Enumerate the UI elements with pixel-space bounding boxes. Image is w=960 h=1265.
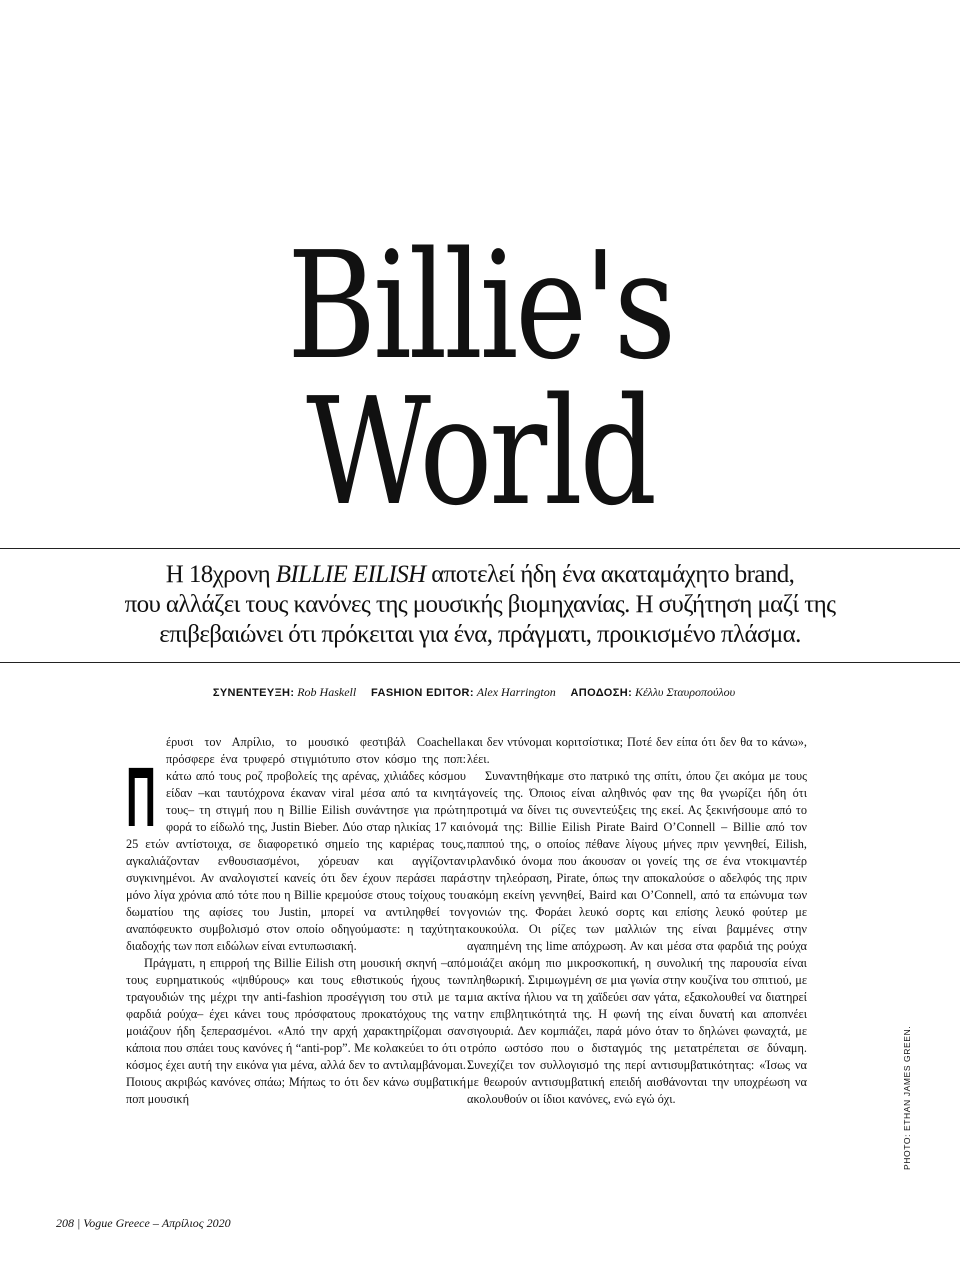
credit-interview-label: ΣΥΝΕΝΤΕΥΞΗ: — [212, 687, 295, 699]
paragraph-3: Συναντηθήκαμε στο πατρικό της σπίτι, όπου ζει ακόμα με τους γονείς της. Όποιος είναι αληθινός φαν της θα γνωρίζει ήδη ότι προτιμά να δίνει τις συνεντεύξεις της εκεί. Ας ξεκινήσουμε από το όνομά της: Billie Eilish Pirate Baird O’Connell – Billie από τον παππού της, ο οποίος πέθανε λίγους μήνες πριν γεννηθεί, Eilish, ιρλανδικό όνομα που άκουσαν οι γονείς της σε ένα ντοκιμαντέρ στην τηλεόραση, Pirate, όπως την αποκαλούσε ο αδελφός της πριν ακόμη εκείνη γεννηθεί, Baird και O’Connell, από τα επώνυμα των γονιών της. Φοράει λευκό σορτς και επίσης λευκό φούτερ με κουκούλα. Οι ρίζες των μαλλιών της είναι βαμμένες στην αγαπημένη της lime απόχρωση. Αν και μέσα στα φαρδιά της ρούχα μοιάζει ακόμη πιο μικροσκοπική, η συνολική της παρουσία είναι πληθωρική. Σιριμωγμένη σε μια γωνία στην κουζίνα του σπιτιού, με μια ακτίνα ήλιου να τη χαϊδεύει σαν γάτα, εξακολουθεί να διατηρεί την επιβλητικότητά της. Η φωνή της είναι δυνατή και αποπνέει σιγουριά. Δεν κομπιάζει, παρά μόνο όταν το δηλώνει φωναχτά, με τρόπο ωστόσο που ο δισταγμός της μετατρέπεται σε δύναμη. Συνεχίζει τον συλλογισμό της περί αντισυμβατικότητας: «Ίσως να με θεωρούν αντισυμβατική επειδή αισθάνονται την υποχρέωση να ακολουθούν οι ίδιοι κανόνες, ενώ εγώ όχι. — [467, 769, 807, 1106]
paragraph-1: έρυσι τον Απρίλιο, το μουσικό φεστιβάλ Coachella πρόσφερε ένα τρυφερό στιγμιότυπο στον κόσμο της ποπ: κάτω από τους ροζ προβολείς της αρένας, χιλιάδες κόσμου είδαν –και ταυτόχρονα έκαναν viral μέσα από τα κινητά τους– τη στιγμή που η Billie Eilish συνάντησε για πρώτη φορά το είδωλό της, Justin Bieber. Δύο σταρ ηλικίας 17 και 25 ετών αντίστοιχα, σε διαφορετικό σημείο της καριέρας τους, αγκαλιάζονταν ενθουσιασμένοι, χόρευαν και αγγίζονταν συγκινημένοι. Αν αναλογιστεί κανείς ότι δεν έχουν περάσει παρά μόνο λίγα χρόνια από τότε που η Billie κρεμούσε στους τοίχους του δωματίου της αφίσες του Justin, μπορεί να αντιληφθεί τον αναπόφευκτο συμβολισμό στον οποίο οδηγούμαστε: η ταχύτητα διαδοχής των ποπ ειδώλων είναι εντυπωσιακή. — [126, 735, 466, 953]
paragraph-2-continued: και δεν ντύνομαι κοριτσίστικα; Ποτέ δεν είπα ότι δεν θα το κάνω», λέει. — [467, 735, 807, 766]
credit-translation-label: ΑΠΟΔΟΣΗ: — [570, 687, 633, 699]
paragraph-2: Πράγματι, η επιρροή της Billie Eilish στη μουσική σκηνή –από τους ευρηματικούς «ψιθύρους» και τους εθιστικούς ήχους των τραγουδιών της μέχρι την anti-fashion προσέγγιση του στιλ με τα φαρδιά ρούχα– έχει κάνει τους πρόσφατους προκατόχους της να μοιάζουν ήδη ξεπερασμένοι. «Από την αρχή χαρακτηρίζομαι σαν κάποια που σπάει τους κανόνες ή “anti-pop”. Με κολακεύει το ότι ο κόσμος έχει αυτή την εικόνα για μένα, αλλά δεν το αντιλαμβάνομαι. Ποιους ακριβώς κανόνες σπάω; Μήπως το ότι δεν κάνω συμβατική ποπ μουσική — [126, 956, 466, 1106]
deck-line-1 — [0, 560, 960, 590]
headline-line-1: Billie's — [287, 220, 673, 392]
article-column-left — [126, 734, 466, 1108]
top-rule — [0, 548, 960, 549]
credit-interview-name: Rob Haskell — [297, 685, 357, 699]
drop-cap-letter: Π — [126, 750, 156, 835]
deck-line-1-end: αποτελεί ήδη ένα ακαταμάχητο brand, — [425, 561, 795, 588]
credit-fashion-name: Alex Harrington — [476, 685, 556, 699]
deck-subject-name: BILLIE EILISH — [275, 561, 426, 588]
headline-line-2: World — [306, 366, 654, 538]
photo-credit-text: PHOTO: ETHAN JAMES GREEN. — [902, 1025, 912, 1170]
credit-fashion-label: FASHION EDITOR: — [370, 687, 474, 699]
deck — [0, 560, 960, 650]
drop-cap — [126, 737, 156, 835]
deck-line-3: επιβεβαιώνει ότι πρόκειται για ένα, πράγματι, προικισμένο πλάσμα. — [159, 621, 801, 648]
photo-credit — [902, 1025, 914, 1170]
deck-line-2: που αλλάζει τους κανόνες της μουσικής βιομηχανίας. Η συζήτηση μαζί της — [124, 591, 836, 618]
credit-translation-name: Κέλλυ Σταυροπούλου — [634, 685, 736, 699]
article-column-right — [467, 734, 807, 1108]
deck-line-1-start: Η 18χρονη — [165, 561, 276, 588]
credits-line — [0, 685, 960, 700]
page-folio: 208 | Vogue Greece – Απρίλιος 2020 — [56, 1216, 231, 1230]
bottom-rule — [0, 662, 960, 663]
